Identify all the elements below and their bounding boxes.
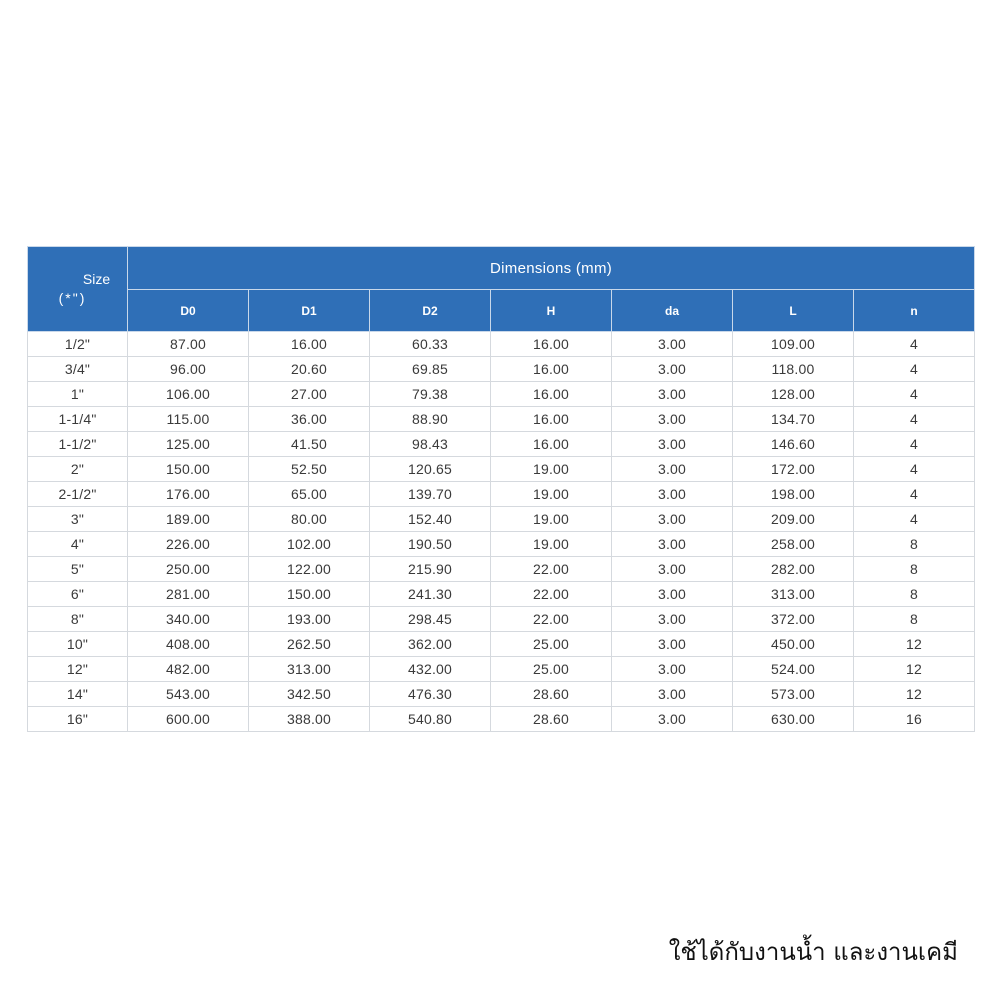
cell-h: 16.00 — [491, 357, 612, 382]
cell-h: 28.60 — [491, 707, 612, 732]
cell-d0: 482.00 — [128, 657, 249, 682]
cell-l: 450.00 — [733, 632, 854, 657]
cell-da: 3.00 — [612, 357, 733, 382]
cell-h: 16.00 — [491, 407, 612, 432]
cell-n: 4 — [854, 457, 975, 482]
cell-d2: 298.45 — [370, 607, 491, 632]
cell-da: 3.00 — [612, 632, 733, 657]
cell-da: 3.00 — [612, 407, 733, 432]
cell-l: 134.70 — [733, 407, 854, 432]
cell-n: 8 — [854, 607, 975, 632]
cell-da: 3.00 — [612, 557, 733, 582]
cell-h: 16.00 — [491, 332, 612, 357]
column-header-n: n — [854, 290, 975, 332]
cell-d0: 543.00 — [128, 682, 249, 707]
table-row — [28, 707, 975, 732]
cell-d0: 600.00 — [128, 707, 249, 732]
table-row — [28, 682, 975, 707]
size-header-unit: (*") — [58, 290, 87, 306]
cell-d1: 27.00 — [249, 382, 370, 407]
cell-d0: 226.00 — [128, 532, 249, 557]
cell-d1: 388.00 — [249, 707, 370, 732]
cell-d1: 16.00 — [249, 332, 370, 357]
cell-n: 4 — [854, 507, 975, 532]
cell-d0: 250.00 — [128, 557, 249, 582]
cell-l: 128.00 — [733, 382, 854, 407]
cell-n: 4 — [854, 432, 975, 457]
table-header — [28, 247, 975, 332]
cell-da: 3.00 — [612, 507, 733, 532]
table-row — [28, 432, 975, 457]
cell-da: 3.00 — [612, 682, 733, 707]
cell-n: 12 — [854, 657, 975, 682]
cell-n: 4 — [854, 382, 975, 407]
table-row — [28, 557, 975, 582]
cell-h: 28.60 — [491, 682, 612, 707]
cell-n: 4 — [854, 357, 975, 382]
cell-d1: 313.00 — [249, 657, 370, 682]
cell-d2: 69.85 — [370, 357, 491, 382]
cell-d2: 540.80 — [370, 707, 491, 732]
cell-n: 4 — [854, 482, 975, 507]
cell-d1: 262.50 — [249, 632, 370, 657]
cell-l: 146.60 — [733, 432, 854, 457]
cell-da: 3.00 — [612, 607, 733, 632]
cell-d0: 125.00 — [128, 432, 249, 457]
cell-d1: 20.60 — [249, 357, 370, 382]
cell-h: 25.00 — [491, 657, 612, 682]
cell-d0: 281.00 — [128, 582, 249, 607]
cell-d2: 476.30 — [370, 682, 491, 707]
size-header-label: Size — [82, 271, 111, 287]
cell-l: 198.00 — [733, 482, 854, 507]
cell-size: 6" — [28, 582, 128, 607]
cell-l: 573.00 — [733, 682, 854, 707]
cell-d2: 98.43 — [370, 432, 491, 457]
column-header-h: H — [491, 290, 612, 332]
cell-size: 1-1/2" — [28, 432, 128, 457]
table-row — [28, 582, 975, 607]
cell-da: 3.00 — [612, 582, 733, 607]
cell-l: 630.00 — [733, 707, 854, 732]
dimensions-table-container — [27, 246, 975, 732]
cell-h: 19.00 — [491, 507, 612, 532]
column-header-d1: D1 — [249, 290, 370, 332]
cell-d0: 96.00 — [128, 357, 249, 382]
cell-d0: 189.00 — [128, 507, 249, 532]
cell-d1: 193.00 — [249, 607, 370, 632]
cell-l: 258.00 — [733, 532, 854, 557]
cell-size: 12" — [28, 657, 128, 682]
cell-size: 8" — [28, 607, 128, 632]
cell-d2: 362.00 — [370, 632, 491, 657]
cell-da: 3.00 — [612, 532, 733, 557]
cell-d1: 52.50 — [249, 457, 370, 482]
cell-l: 209.00 — [733, 507, 854, 532]
cell-size: 14" — [28, 682, 128, 707]
cell-d0: 106.00 — [128, 382, 249, 407]
cell-d2: 215.90 — [370, 557, 491, 582]
cell-da: 3.00 — [612, 657, 733, 682]
cell-h: 16.00 — [491, 432, 612, 457]
cell-l: 172.00 — [733, 457, 854, 482]
cell-h: 19.00 — [491, 532, 612, 557]
cell-d0: 115.00 — [128, 407, 249, 432]
column-header-d2: D2 — [370, 290, 491, 332]
column-header-l: L — [733, 290, 854, 332]
cell-l: 109.00 — [733, 332, 854, 357]
cell-size: 16" — [28, 707, 128, 732]
cell-d1: 150.00 — [249, 582, 370, 607]
cell-h: 22.00 — [491, 607, 612, 632]
column-header-d0: D0 — [128, 290, 249, 332]
cell-d1: 65.00 — [249, 482, 370, 507]
cell-n: 4 — [854, 407, 975, 432]
cell-d1: 41.50 — [249, 432, 370, 457]
cell-d2: 139.70 — [370, 482, 491, 507]
table-row — [28, 332, 975, 357]
cell-da: 3.00 — [612, 332, 733, 357]
cell-d1: 102.00 — [249, 532, 370, 557]
cell-size: 10" — [28, 632, 128, 657]
usage-note: ใช้ได้กับงานน้ำ และงานเคมี — [668, 938, 958, 966]
table-row — [28, 632, 975, 657]
cell-size: 1/2" — [28, 332, 128, 357]
cell-size: 5" — [28, 557, 128, 582]
cell-n: 12 — [854, 682, 975, 707]
cell-n: 8 — [854, 557, 975, 582]
table-row — [28, 407, 975, 432]
cell-d1: 36.00 — [249, 407, 370, 432]
cell-da: 3.00 — [612, 382, 733, 407]
cell-d0: 408.00 — [128, 632, 249, 657]
cell-l: 313.00 — [733, 582, 854, 607]
table-row — [28, 607, 975, 632]
cell-l: 118.00 — [733, 357, 854, 382]
cell-d2: 152.40 — [370, 507, 491, 532]
cell-d1: 80.00 — [249, 507, 370, 532]
cell-n: 8 — [854, 532, 975, 557]
dimensions-group-header: Dimensions (mm) — [128, 247, 975, 290]
cell-d2: 120.65 — [370, 457, 491, 482]
table-row — [28, 657, 975, 682]
cell-l: 372.00 — [733, 607, 854, 632]
cell-size: 3/4" — [28, 357, 128, 382]
cell-h: 22.00 — [491, 557, 612, 582]
cell-da: 3.00 — [612, 707, 733, 732]
column-header-row — [28, 290, 975, 332]
cell-da: 3.00 — [612, 432, 733, 457]
cell-d2: 79.38 — [370, 382, 491, 407]
table-row — [28, 482, 975, 507]
table-row — [28, 382, 975, 407]
cell-d1: 122.00 — [249, 557, 370, 582]
cell-h: 25.00 — [491, 632, 612, 657]
table-body — [28, 332, 975, 732]
cell-d2: 60.33 — [370, 332, 491, 357]
cell-da: 3.00 — [612, 457, 733, 482]
cell-d0: 87.00 — [128, 332, 249, 357]
cell-d2: 88.90 — [370, 407, 491, 432]
cell-n: 8 — [854, 582, 975, 607]
dimensions-table — [27, 246, 975, 732]
cell-n: 12 — [854, 632, 975, 657]
column-header-da: da — [612, 290, 733, 332]
cell-n: 4 — [854, 332, 975, 357]
cell-size: 4" — [28, 532, 128, 557]
cell-h: 22.00 — [491, 582, 612, 607]
cell-h: 19.00 — [491, 457, 612, 482]
cell-d0: 176.00 — [128, 482, 249, 507]
cell-d1: 342.50 — [249, 682, 370, 707]
size-column-header — [28, 247, 128, 332]
cell-h: 19.00 — [491, 482, 612, 507]
cell-l: 524.00 — [733, 657, 854, 682]
cell-l: 282.00 — [733, 557, 854, 582]
table-row — [28, 532, 975, 557]
cell-d2: 190.50 — [370, 532, 491, 557]
cell-n: 16 — [854, 707, 975, 732]
table-row — [28, 457, 975, 482]
cell-size: 1-1/4" — [28, 407, 128, 432]
cell-size: 2-1/2" — [28, 482, 128, 507]
table-row — [28, 507, 975, 532]
cell-size: 2" — [28, 457, 128, 482]
table-row — [28, 357, 975, 382]
cell-size: 1" — [28, 382, 128, 407]
cell-size: 3" — [28, 507, 128, 532]
cell-d0: 150.00 — [128, 457, 249, 482]
cell-d2: 241.30 — [370, 582, 491, 607]
cell-h: 16.00 — [491, 382, 612, 407]
cell-d2: 432.00 — [370, 657, 491, 682]
cell-da: 3.00 — [612, 482, 733, 507]
cell-d0: 340.00 — [128, 607, 249, 632]
